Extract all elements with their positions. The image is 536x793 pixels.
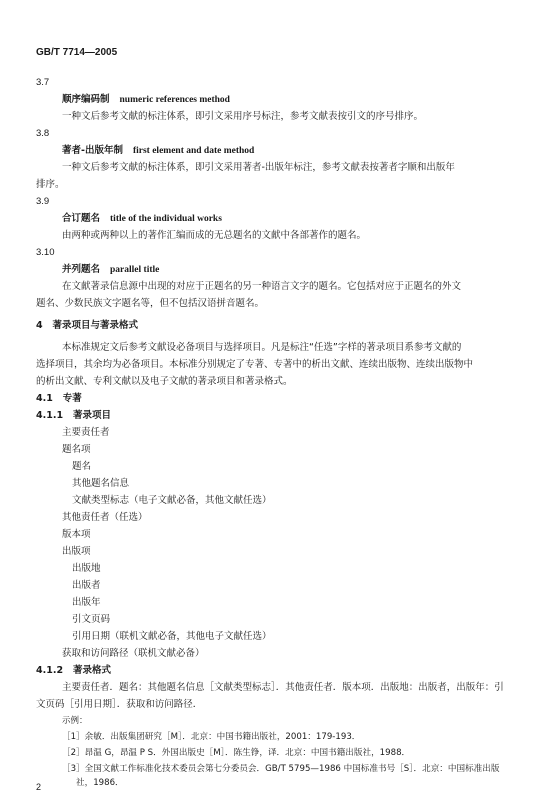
paragraph-line: 本标准规定文后参考文献设必备项目与选择项目。凡是标注“任选”字样的著录项目系参考文献的 <box>62 342 462 353</box>
term-definition-cont: 题名、少数民族文字题名等，但不包括汉语拼音题名。 <box>36 298 265 309</box>
term-english: title of the individual works <box>110 214 222 224</box>
term-chinese: 著者-出版年制 <box>62 145 123 156</box>
item-line: 引用日期（联机文献必备，其他电子文献任选） <box>72 631 272 642</box>
term-english: numeric references method <box>119 95 230 105</box>
example-label: 示例： <box>62 716 88 726</box>
item-line: 主要责任者 <box>62 427 110 438</box>
subsection-title: 4.1.1 著录项目 <box>36 410 111 421</box>
term-english: parallel title <box>110 265 160 275</box>
subsection-title: 4.1 专著 <box>36 393 82 404</box>
term-entry <box>62 94 230 106</box>
item-line: 出版地 <box>72 563 101 574</box>
paragraph-line: 选择项目，其余均为必备项目。本标准分别规定了专著、专著中的析出文献、连续出版物、连续出版物中 <box>36 359 474 370</box>
clause-number: 3.9 <box>36 196 50 207</box>
example-reference: ［1］余敏．出版集团研究［M］．北京：中国书籍出版社，2001：179-193． <box>62 732 361 742</box>
page-number: 2 <box>36 782 42 792</box>
term-definition-cont: 排序。 <box>36 179 65 190</box>
item-line: 引文页码 <box>72 614 111 625</box>
term-chinese: 合订题名 <box>62 213 101 224</box>
clause-number: 3.7 <box>36 77 50 88</box>
term-definition: 由两种或两种以上的著作汇编而成的无总题名的文献中各部著作的题名。 <box>62 230 367 241</box>
item-line: 文献类型标志（电子文献必备，其他文献任选） <box>72 495 272 506</box>
term-definition: 一种文后参考文献的标注体系，即引文采用序号标注，参考文献表按引文的序号排序。 <box>62 111 424 122</box>
term-chinese: 顺序编码制 <box>62 94 110 105</box>
item-line: 其他题名信息 <box>72 478 130 489</box>
term-entry <box>62 213 222 225</box>
item-line: 出版者 <box>72 580 101 591</box>
term-entry <box>62 264 159 276</box>
term-definition: 在文献著录信息源中出现的对应于正题名的另一种语言文字的题名。它包括对应于正题名的外文 <box>62 281 462 292</box>
item-line: 题名 <box>72 461 92 472</box>
item-line: 出版年 <box>72 597 101 608</box>
section-title: 4 著录项目与著录格式 <box>36 320 139 331</box>
term-chinese: 并列题名 <box>62 264 101 275</box>
item-line: 题名项 <box>62 444 91 455</box>
format-line: 文页码［引用日期］．获取和访问路径． <box>36 699 203 710</box>
standard-number: GB/T 7714—2005 <box>36 47 118 58</box>
item-line: 其他责任者（任选） <box>62 512 148 523</box>
subsection-title: 4.1.2 著录格式 <box>36 665 111 676</box>
example-reference: ［3］全国文献工作标准化技术委员会第七分委员会．GB/T 5795—1986 中国标准书号［S］．北京：中国标准出版 <box>62 764 500 774</box>
item-line: 出版项 <box>62 546 91 557</box>
clause-number: 3.8 <box>36 128 50 139</box>
term-entry <box>62 145 254 157</box>
item-line: 获取和访问路径（联机文献必备） <box>62 648 205 659</box>
item-line: 版本项 <box>62 529 91 540</box>
term-english: first element and date method <box>132 146 255 156</box>
clause-number: 3.10 <box>36 247 55 258</box>
paragraph-line: 的析出文献、专利文献以及电子文献的著录项目和著录格式。 <box>36 376 293 387</box>
term-definition: 一种文后参考文献的标注体系，即引文采用著者-出版年标注，参考文献表按著者字顺和出版年 <box>62 162 455 173</box>
example-reference: ［2］昂温 G，昂温 P S．外国出版史［M］．陈生铮，译．北京：中国书籍出版社，1988． <box>62 748 411 758</box>
example-reference-cont: 社，1986． <box>76 778 124 788</box>
format-line: 主要责任者．题名：其他题名信息［文献类型标志］．其他责任者．版本项．出版地：出版者，出版年：引 <box>62 682 504 693</box>
